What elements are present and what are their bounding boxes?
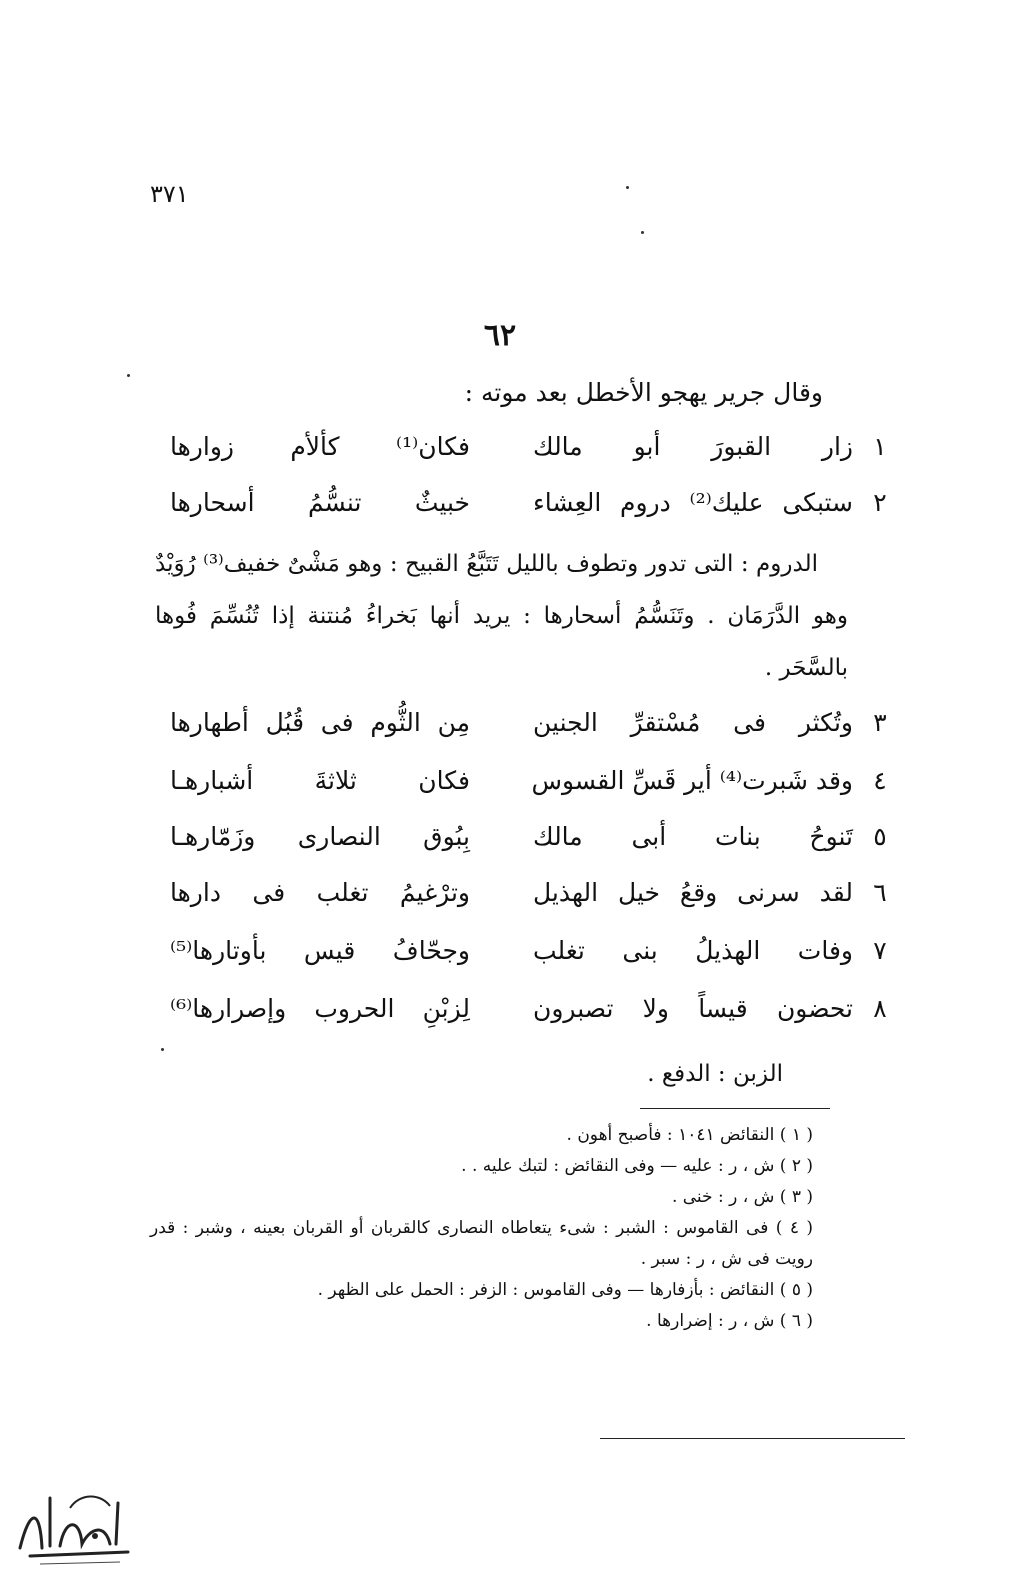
verse-first-hemistich: وقد شَبرت⁽⁴⁾ أير قَسِّ القسوس: [531, 766, 853, 795]
verse-second-hemistich: لِزبْنِ الحروب وإصرارها⁽⁶⁾: [170, 994, 470, 1023]
verse-6: [170, 878, 887, 922]
verse-4: [170, 766, 887, 810]
verse-number: ٧: [873, 936, 887, 965]
footnote-5: ( ٥ ) النقائض : بأزفارها — وفى القاموس : الزفر : الحمل على الظهر .: [317, 1280, 813, 1300]
verse-7: [170, 936, 887, 980]
poem-number: ٦٢: [483, 318, 517, 353]
page-number: ٣٧١: [150, 180, 189, 208]
verse-first-hemistich: زار القبورَ أبو مالك: [533, 432, 853, 461]
verse-8: [170, 994, 887, 1038]
footnote-6: ( ٦ ) ش ، ر : إضرارها .: [646, 1311, 813, 1331]
verse-second-hemistich: فكان⁽¹⁾ كألأم زوارها: [170, 432, 470, 461]
verse-first-hemistich: تَنوحُ بنات أبى مالك: [533, 822, 853, 851]
footnotes: [150, 1120, 813, 1337]
scan-speck: [641, 231, 644, 234]
verse-number: ٦: [873, 878, 887, 907]
scan-speck: [127, 374, 130, 377]
verse-2: [170, 488, 887, 532]
bottom-rule: [600, 1438, 905, 1439]
verse-1: [170, 432, 887, 476]
verse-first-hemistich: وفات الهذيلُ بنى تغلب: [533, 936, 853, 965]
verse-second-hemistich: وترْغيمُ تغلب فى دارها: [170, 878, 470, 907]
verse-number: ٤: [873, 766, 887, 795]
footnote-4: ( ٤ ) فى القاموس : الشبر : شىء يتعاطاه النصارى كالقربان أو القربان بعينه ، وشبر : قدر رويت فى ش ، ر : سبر .: [150, 1218, 813, 1269]
verse-first-hemistich: وتُكثر فى مُسْتقرِّ الجنين: [533, 708, 853, 737]
footnote-1: ( ١ ) النقائض ١٠٤١ : فأصبح أهون .: [566, 1125, 813, 1145]
verse-number: ٣: [873, 708, 887, 737]
verse-first-hemistich: ستبكى عليك⁽²⁾ دروم العِشاء: [533, 488, 853, 517]
verse-second-hemistich: خبيثٌ تنسُّمُ أسحارها: [170, 488, 470, 517]
verse-number: ٥: [873, 822, 887, 851]
commentary-verse-2: الدروم : التى تدور وتطوف بالليل تَتَبَّعُ القبيح : وهو مَشْىٌ خفيف⁽³⁾ رُوَيْدٌ وهو الدَّرَمَان . وتَنَسُّمُ أسحارها : يريد أنها بَخراءُ مُنتنة إذا تُنُسِّمَ فُوها بالسَّحَر .: [155, 551, 848, 681]
commentary-verse-8: الزبن : الدفع .: [647, 1061, 783, 1087]
verse-5: [170, 822, 887, 866]
verse-number: ٨: [873, 994, 887, 1023]
calligraphy-watermark-logo: [10, 1478, 140, 1570]
verse-3: [170, 708, 887, 752]
verse-first-hemistich: لقد سرنى وقعُ خيل الهذيل: [533, 878, 853, 907]
verse-second-hemistich: وجحّافُ قيس بأوتارها⁽⁵⁾: [170, 936, 470, 965]
verse-number: ١: [873, 432, 887, 461]
verse-second-hemistich: فكان ثلاثةَ أشبارهـا: [170, 766, 470, 795]
verse-first-hemistich: تحضون قيساً ولا تصبرون: [533, 994, 853, 1023]
scan-speck: [161, 1048, 164, 1051]
footnote-2: ( ٢ ) ش ، ر : عليه — وفى النقائض : لتبك عليه . .: [461, 1156, 813, 1176]
scan-speck: [626, 186, 629, 189]
footnote-3: ( ٣ ) ش ، ر : خنى .: [671, 1187, 813, 1207]
verse-second-hemistich: بِبُوق النصارى وزَمّارهـا: [170, 822, 470, 851]
verse-number: ٢: [873, 488, 887, 517]
poem-intro: وقال جرير يهجو الأخطل بعد موته :: [464, 378, 823, 407]
verse-second-hemistich: مِن الثُّوم فى قُبُل أطهارها: [170, 708, 470, 737]
footnote-divider: [640, 1108, 830, 1109]
